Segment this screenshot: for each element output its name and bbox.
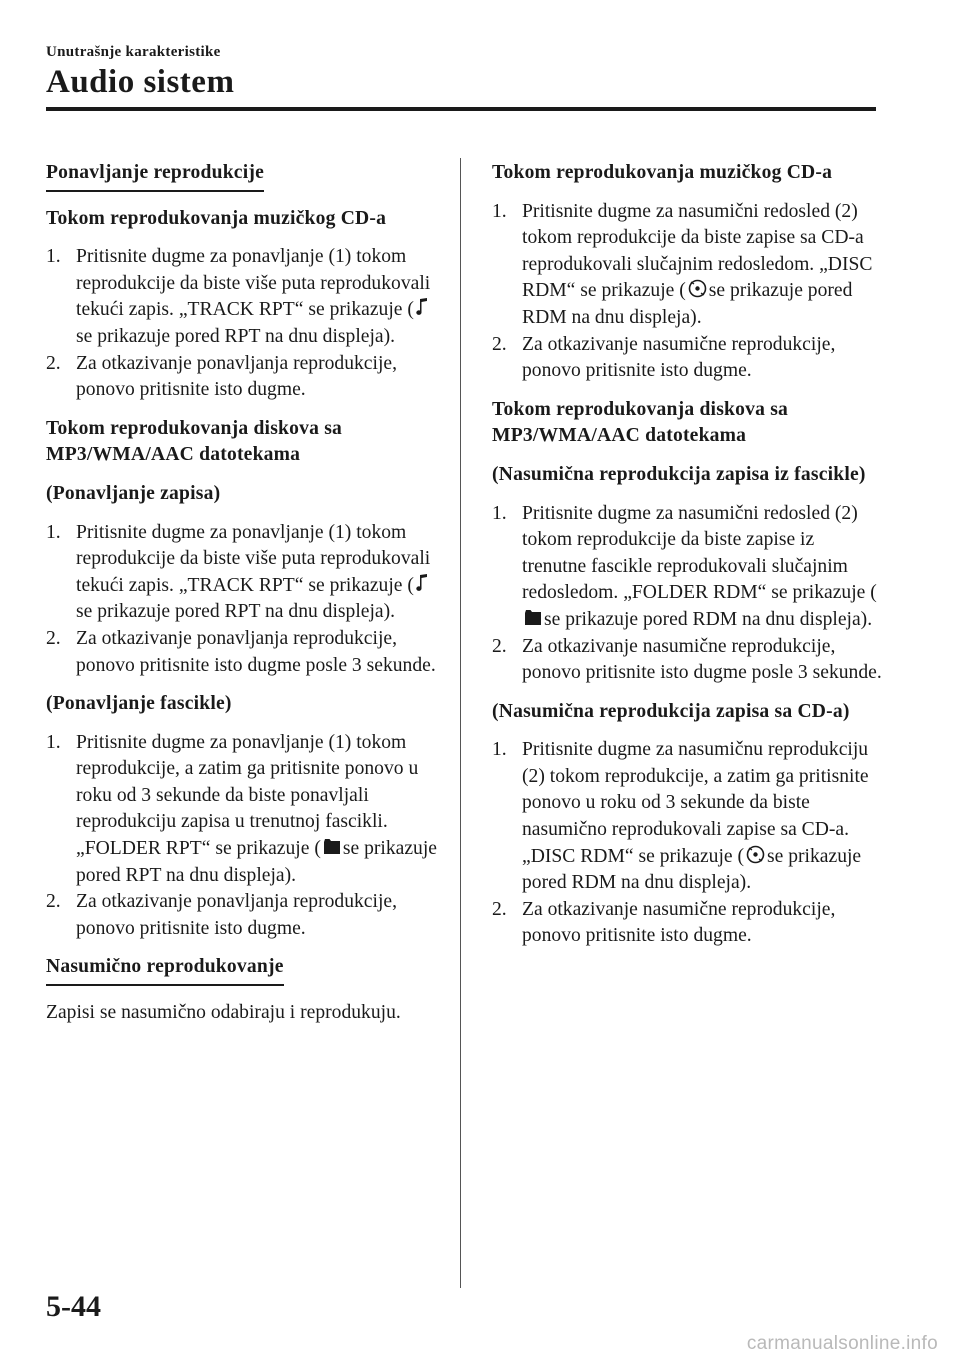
step-text: Za otkazivanje nasumične reprodukcije, ponovo pritisnite isto dugme posle 3 sekunde. (522, 635, 882, 684)
list-item (46, 730, 446, 890)
step-text: Pritisnite dugme za nasumičnu reprodukciju (2) tokom reprodukcije, a zatim ga pritisnite ponovo u roku od 3 sekunde da biste nasumično reprodukovali zapise sa CD-a. „DISC RDM“ se prikazuje ( (522, 739, 869, 867)
step-number: 2. (46, 891, 61, 913)
step-number: 2. (492, 333, 507, 355)
step-text-cont: se prikazuje pored RPT na dnu displeja). (76, 325, 396, 347)
folder-icon (524, 609, 542, 627)
step-text: Za otkazivanje ponavljanja reprodukcije, ponovo pritisnite isto dugme. (76, 891, 397, 939)
header-section-label: Unutrašnje karakteristike (46, 44, 221, 60)
step-number: 1. (492, 502, 507, 524)
music-note-icon (416, 573, 428, 593)
list-item (492, 332, 882, 385)
step-number: 2. (46, 352, 61, 374)
list-item (46, 889, 446, 942)
subheading-mp3-line2: MP3/WMA/AAC datotekama (492, 425, 747, 447)
right-column (492, 160, 882, 962)
list-item (46, 351, 446, 404)
step-text: Za otkazivanje nasumične reprodukcije, ponovo pritisnite isto dugme. (522, 333, 836, 382)
subheading-cd: Tokom reprodukovanja muzičkog CD-a (46, 207, 387, 229)
subheading-mp3 (492, 397, 882, 450)
step-number: 2. (46, 627, 61, 649)
watermark: carmanualsonline.info (746, 1333, 938, 1354)
steps-cd-repeat (46, 244, 446, 404)
section-heading-repeat: Ponavljanje reprodukcije (46, 160, 264, 192)
step-text-cont: se prikazuje pored RPT na dnu displeja). (76, 838, 437, 886)
folder-icon (323, 838, 341, 856)
step-text: Pritisnite dugme za ponavljanje (1) tokom reprodukcije da biste više puta reprodukovali tekući zapis. „TRACK RPT“ se prikazuje ( (76, 521, 431, 596)
subheading-folder-random: (Nasumična reprodukcija zapisa iz fascikle) (492, 463, 866, 485)
subheading-mp3-line1: Tokom reprodukovanja diskova sa (492, 398, 789, 420)
page-title: Audio sistem (46, 64, 235, 100)
list-item (492, 737, 882, 897)
subheading-mp3-line1: Tokom reprodukovanja diskova sa (46, 417, 343, 439)
steps-folder-repeat (46, 730, 446, 943)
subheading-mp3 (46, 416, 446, 469)
list-item (492, 501, 882, 634)
page-number: 5-44 (46, 1290, 101, 1323)
subheading-disc-random: (Nasumična reprodukcija zapisa sa CD-a) (492, 700, 850, 722)
steps-folder-random (492, 501, 882, 687)
list-item (492, 897, 882, 950)
step-text: Za otkazivanje ponavljanja reprodukcije, ponovo pritisnite isto dugme. (76, 352, 397, 401)
left-column (46, 160, 446, 1039)
step-text: Za otkazivanje nasumične reprodukcije, ponovo pritisnite isto dugme. (522, 898, 836, 947)
subheading-folder-repeat: (Ponavljanje fascikle) (46, 693, 232, 715)
step-number: 1. (46, 731, 61, 753)
step-number: 1. (492, 739, 507, 761)
step-text-cont: se prikazuje pored RDM na dnu displeja). (522, 845, 862, 894)
list-item (492, 634, 882, 687)
list-item (46, 244, 446, 350)
subheading-track-repeat: (Ponavljanje zapisa) (46, 482, 221, 504)
column-divider (460, 158, 461, 1288)
subheading-mp3-line2: MP3/WMA/AAC datotekama (46, 444, 301, 466)
step-number: 2. (492, 635, 507, 657)
random-description: Zapisi se nasumično odabiraju i reprodukuju. (46, 1002, 401, 1024)
step-number: 2. (492, 898, 507, 920)
steps-disc-random (492, 737, 882, 950)
step-number: 1. (46, 521, 61, 543)
subheading-cd: Tokom reprodukovanja muzičkog CD-a (492, 162, 833, 183)
list-item (46, 520, 446, 626)
step-number: 1. (46, 246, 61, 268)
disc-icon (746, 845, 765, 864)
header-rule (46, 107, 876, 111)
step-text: Za otkazivanje ponavljanja reprodukcije, ponovo pritisnite isto dugme posle 3 sekunde. (76, 627, 436, 676)
step-text-cont: se prikazuje pored RDM na dnu displeja). (544, 608, 873, 630)
step-text-cont: se prikazuje pored RPT na dnu displeja). (76, 601, 396, 623)
steps-track-repeat (46, 520, 446, 680)
step-text: Pritisnite dugme za ponavljanje (1) tokom reprodukcije da biste više puta reprodukovali tekući zapis. „TRACK RPT“ se prikazuje ( (76, 246, 431, 321)
list-item (492, 199, 882, 332)
music-note-icon (416, 297, 428, 317)
steps-cd-random (492, 199, 882, 385)
list-item (46, 626, 446, 679)
step-text: Pritisnite dugme za nasumični redosled (2) tokom reprodukcije da biste zapise sa CD-a reprodukovali slučajnim redosledom. „DISC RDM“ se prikazuje ( (522, 200, 873, 302)
step-text: Pritisnite dugme za nasumični redosled (2) tokom reprodukcije da biste zapise iz trenutne fascikle reprodukovali slučajnim redosledom. „FOLDER RDM“ se prikazuje ( (522, 502, 877, 604)
step-text-cont: se prikazuje pored RDM na dnu displeja). (522, 280, 853, 328)
step-number: 1. (492, 200, 507, 222)
disc-icon (688, 279, 707, 298)
step-text: Pritisnite dugme za ponavljanje (1) tokom reprodukcije, a zatim ga pritisnite ponovo u roku od 3 sekunde da biste ponavljali reprodukciju zapisa u trenutnoj fascikli. „FOLDER RPT“ se prikazuje ( (76, 731, 419, 860)
section-heading-random: Nasumično reprodukovanje (46, 954, 284, 986)
